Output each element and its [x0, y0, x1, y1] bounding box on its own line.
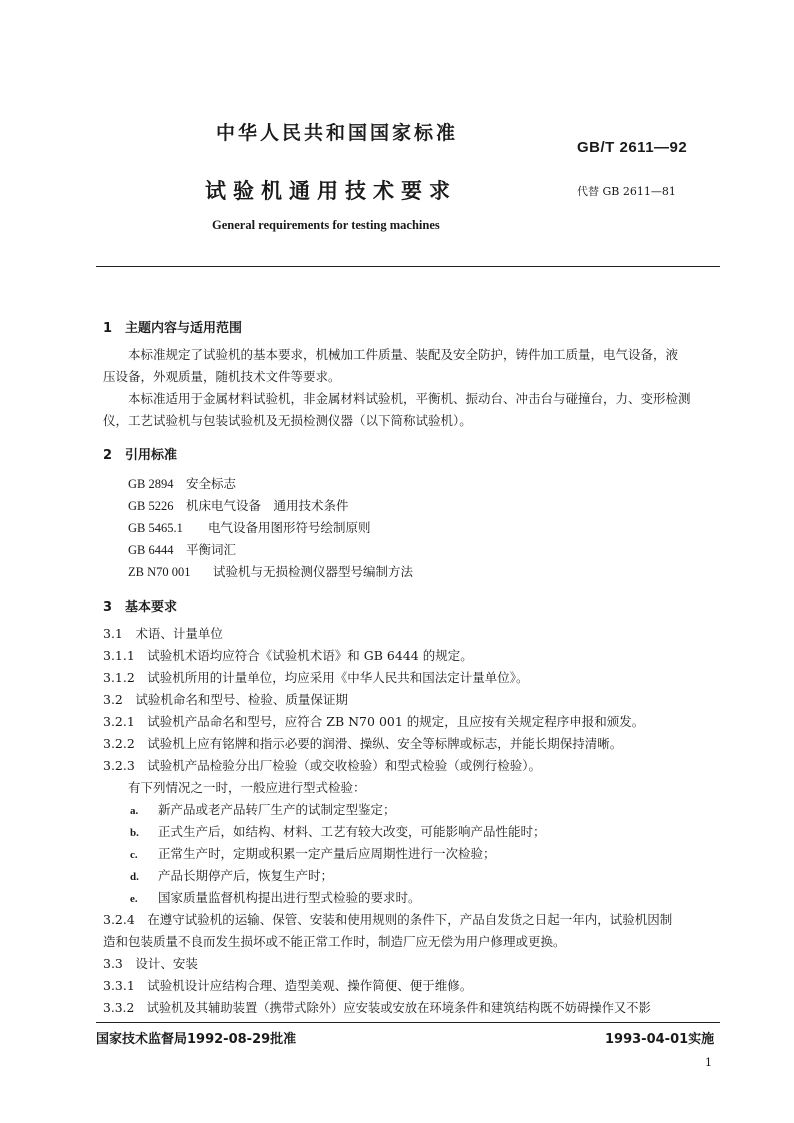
list-item [130, 844, 496, 862]
list-item-label: e. [130, 893, 138, 905]
section-1-para-2-line-2: 仪，工艺试验机与包装试验机及无损检测仪器（以下简称试验机）。 [103, 413, 472, 428]
standard-number: GB/T 2611—92 [577, 139, 688, 156]
list-item-label: b. [130, 827, 139, 839]
implementation-date: 1993-04-01实施 [605, 1032, 715, 1047]
clause-3-1-2: 3.1.2 试验机所用的计量单位，均应采用《中华人民共和国法定计量单位》。 [103, 670, 529, 685]
section-1-para-2-line-1: 本标准适用于金属材料试验机，非金属材料试验机，平衡机、振动台、冲击台与碰撞台，力、变形检测 [128, 391, 691, 406]
reference-code: ZB N70 001 [128, 565, 191, 579]
reference-item [128, 562, 413, 580]
reference-item [128, 540, 236, 558]
list-item [130, 822, 546, 840]
section-1-heading: 1 主题内容与适用范围 [103, 321, 243, 336]
section-3-heading: 3 基本要求 [103, 600, 178, 615]
reference-title: 试验机与无损检测仪器型号编制方法 [213, 564, 414, 579]
clause-3-1: 3.1 术语、计量单位 [103, 626, 223, 641]
clause-3-2-4-line-2: 造和包装质量不良而发生损坏或不能正常工作时，制造厂应无偿为用户修理或更换。 [103, 934, 566, 949]
list-item-text: 国家质量监督机构提出进行型式检验的要求时。 [158, 890, 421, 905]
list-item-text: 产品长期停产后，恢复生产时； [158, 868, 334, 883]
header-divider [96, 266, 720, 267]
reference-title: 安全标志 [186, 476, 237, 491]
list-item-label: a. [130, 805, 139, 817]
page-number: 1 [705, 1056, 712, 1069]
section-1-para-1-line-2: 压设备，外观质量，随机技术文件等要求。 [103, 369, 341, 384]
reference-code: GB 6444 [128, 543, 174, 557]
clause-3-2: 3.2 试验机命名和型号、检验、质量保证期 [103, 692, 348, 707]
list-item [130, 800, 396, 818]
reference-title: 电气设备用图形符号绘制原则 [208, 520, 371, 535]
clause-3-2-2: 3.2.2 试验机上应有铭牌和指示必要的润滑、操纵、安全等标牌或标志，并能长期保持清晰。 [103, 736, 623, 751]
clause-3-3: 3.3 设计、安装 [103, 956, 198, 971]
clause-3-2-3-intro: 有下列情况之一时，一般应进行型式检验： [128, 780, 366, 795]
clause-3-2-1: 3.2.1 试验机产品命名和型号，应符合 ZB N70 001 的规定，且应按有关规定程序申报和颁发。 [103, 714, 645, 729]
clause-3-2-3: 3.2.3 试验机产品检验分出厂检验（或交收检验）和型式检验（或例行检验）。 [103, 758, 542, 773]
reference-item [128, 474, 236, 492]
footer-divider [96, 1022, 720, 1023]
clause-3-3-1: 3.3.1 试验机设计应结构合理、造型美观、操作简便、便于维修。 [103, 978, 473, 993]
list-item-text: 正式生产后，如结构、材料、工艺有较大改变，可能影响产品性能时； [158, 824, 546, 839]
list-item-text: 新产品或老产品转厂生产的试制定型鉴定； [158, 802, 396, 817]
list-item-label: d. [130, 871, 139, 883]
clause-3-2-4-line-1: 3.2.4 在遵守试验机的运输、保管、安装和使用规则的条件下，产品自发货之日起一年内，试验机因制 [103, 912, 673, 927]
reference-title: 机床电气设备 通用技术条件 [186, 498, 349, 513]
document-title: 试验机通用技术要求 [205, 179, 457, 203]
clause-3-1-1: 3.1.1 试验机术语均应符合《试验机术语》和 GB 6444 的规定。 [103, 648, 473, 663]
section-1-para-1-line-1: 本标准规定了试验机的基本要求，机械加工件质量、装配及安全防护，铸件加工质量，电气设备，液 [128, 347, 679, 362]
list-item-text: 正常生产时，定期或积累一定产量后应周期性进行一次检验； [158, 846, 496, 861]
english-title: General requirements for testing machines [212, 218, 440, 232]
replaces-standard: 代替 GB 2611—81 [577, 185, 676, 198]
reference-title: 平衡词汇 [186, 542, 237, 557]
reference-code: GB 2894 [128, 477, 174, 491]
reference-code: GB 5465.1 [128, 521, 183, 535]
list-item [130, 866, 333, 884]
reference-item [128, 518, 371, 536]
standard-body-heading: 中华人民共和国国家标准 [216, 122, 459, 144]
section-2-heading: 2 引用标准 [103, 448, 178, 463]
list-item [130, 888, 421, 906]
clause-3-3-2: 3.3.2 试验机及其辅助装置（携带式除外）应安装或安放在环境条件和建筑结构既不妨碍操作又不影 [103, 1001, 651, 1015]
list-item-label: c. [130, 849, 138, 861]
approval-line: 国家技术监督局1992-08-29批准 [96, 1032, 297, 1047]
reference-code: GB 5226 [128, 499, 174, 513]
reference-item [128, 496, 349, 514]
